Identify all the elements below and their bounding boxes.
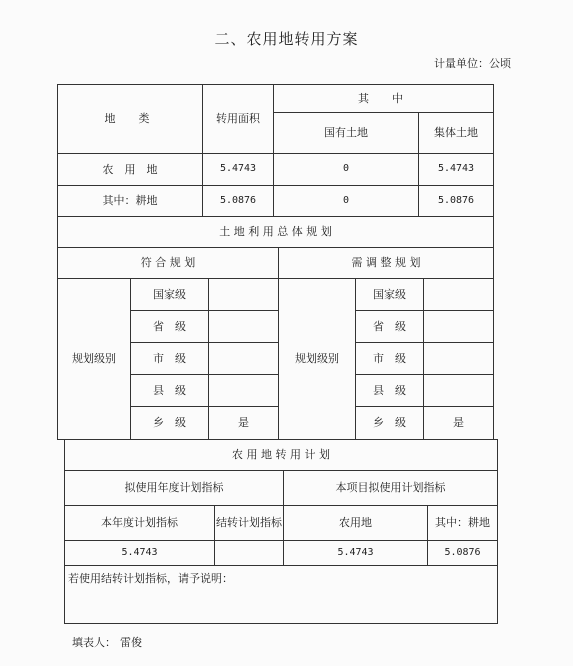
conversion-farmland-value: 5.4743 — [283, 540, 428, 566]
filler-name: 雷俊 — [120, 636, 142, 649]
conversion-cultivated-header: 其中：耕地 — [427, 505, 498, 541]
row-cultivated-collective: 5.0876 — [418, 185, 494, 217]
plan-left-level-label: 规划级别 — [57, 278, 131, 440]
plan-right-level-label: 规划级别 — [278, 278, 356, 440]
conversion-cultivated-value: 5.0876 — [427, 540, 498, 566]
header-converted-area: 转用面积 — [202, 84, 274, 154]
row-farmland-category: 农 用 地 — [57, 153, 203, 186]
plan-right-value-3 — [423, 342, 494, 375]
row-farmland-collective: 5.4743 — [418, 153, 494, 186]
plan-right-level-5: 乡 级 — [355, 406, 424, 440]
plan-left-value-5: 是 — [208, 406, 279, 440]
plan-left-level-1: 国家级 — [130, 278, 209, 311]
conversion-carried-over-header: 结转计划指标 — [214, 505, 284, 541]
plan-right-level-4: 县 级 — [355, 374, 424, 407]
row-cultivated-area: 5.0876 — [202, 185, 274, 217]
plan-left-value-3 — [208, 342, 279, 375]
page-title: 二、农用地转用方案 — [214, 30, 359, 48]
row-cultivated-state: 0 — [273, 185, 419, 217]
plan-right-level-1: 国家级 — [355, 278, 424, 311]
header-of-which: 其 中 — [273, 84, 494, 113]
header-state-land: 国有土地 — [273, 112, 419, 154]
filler-label: 填表人： — [72, 636, 116, 649]
plan-right-value-5: 是 — [423, 406, 494, 440]
unit-label: 计量单位：公顷 — [434, 57, 511, 70]
plan-left-level-2: 省 级 — [130, 310, 209, 343]
row-farmland-state: 0 — [273, 153, 419, 186]
conversion-proposed-annual: 拟使用年度计划指标 — [64, 470, 284, 506]
plan-right-level-2: 省 级 — [355, 310, 424, 343]
conversion-this-year-header: 本年度计划指标 — [64, 505, 215, 541]
plan-left-level-3: 市 级 — [130, 342, 209, 375]
plan-left-value-1 — [208, 278, 279, 311]
conversion-carried-over-value — [214, 540, 284, 566]
plan-heading: 土 地 利 用 总 体 规 划 — [57, 216, 494, 248]
plan-left-level-5: 乡 级 — [130, 406, 209, 440]
plan-right-value-1 — [423, 278, 494, 311]
conversion-heading: 农 用 地 转 用 计 划 — [64, 439, 498, 471]
conversion-this-year-value: 5.4743 — [64, 540, 215, 566]
plan-right-value-2 — [423, 310, 494, 343]
row-cultivated-category: 其中：耕地 — [57, 185, 203, 217]
plan-right-level-3: 市 级 — [355, 342, 424, 375]
header-collective-land: 集体土地 — [418, 112, 494, 154]
plan-left-level-4: 县 级 — [130, 374, 209, 407]
plan-right-value-4 — [423, 374, 494, 407]
header-category: 地 类 — [57, 84, 203, 154]
plan-conforming: 符 合 规 划 — [57, 247, 279, 279]
plan-needs-adjust: 需 调 整 规 划 — [278, 247, 494, 279]
plan-left-value-2 — [208, 310, 279, 343]
row-farmland-area: 5.4743 — [202, 153, 274, 186]
conversion-project-planned: 本项目拟使用计划指标 — [283, 470, 498, 506]
conversion-farmland-header: 农用地 — [283, 505, 428, 541]
plan-left-value-4 — [208, 374, 279, 407]
conversion-note: 若使用结转计划指标，请予说明： — [68, 572, 233, 585]
